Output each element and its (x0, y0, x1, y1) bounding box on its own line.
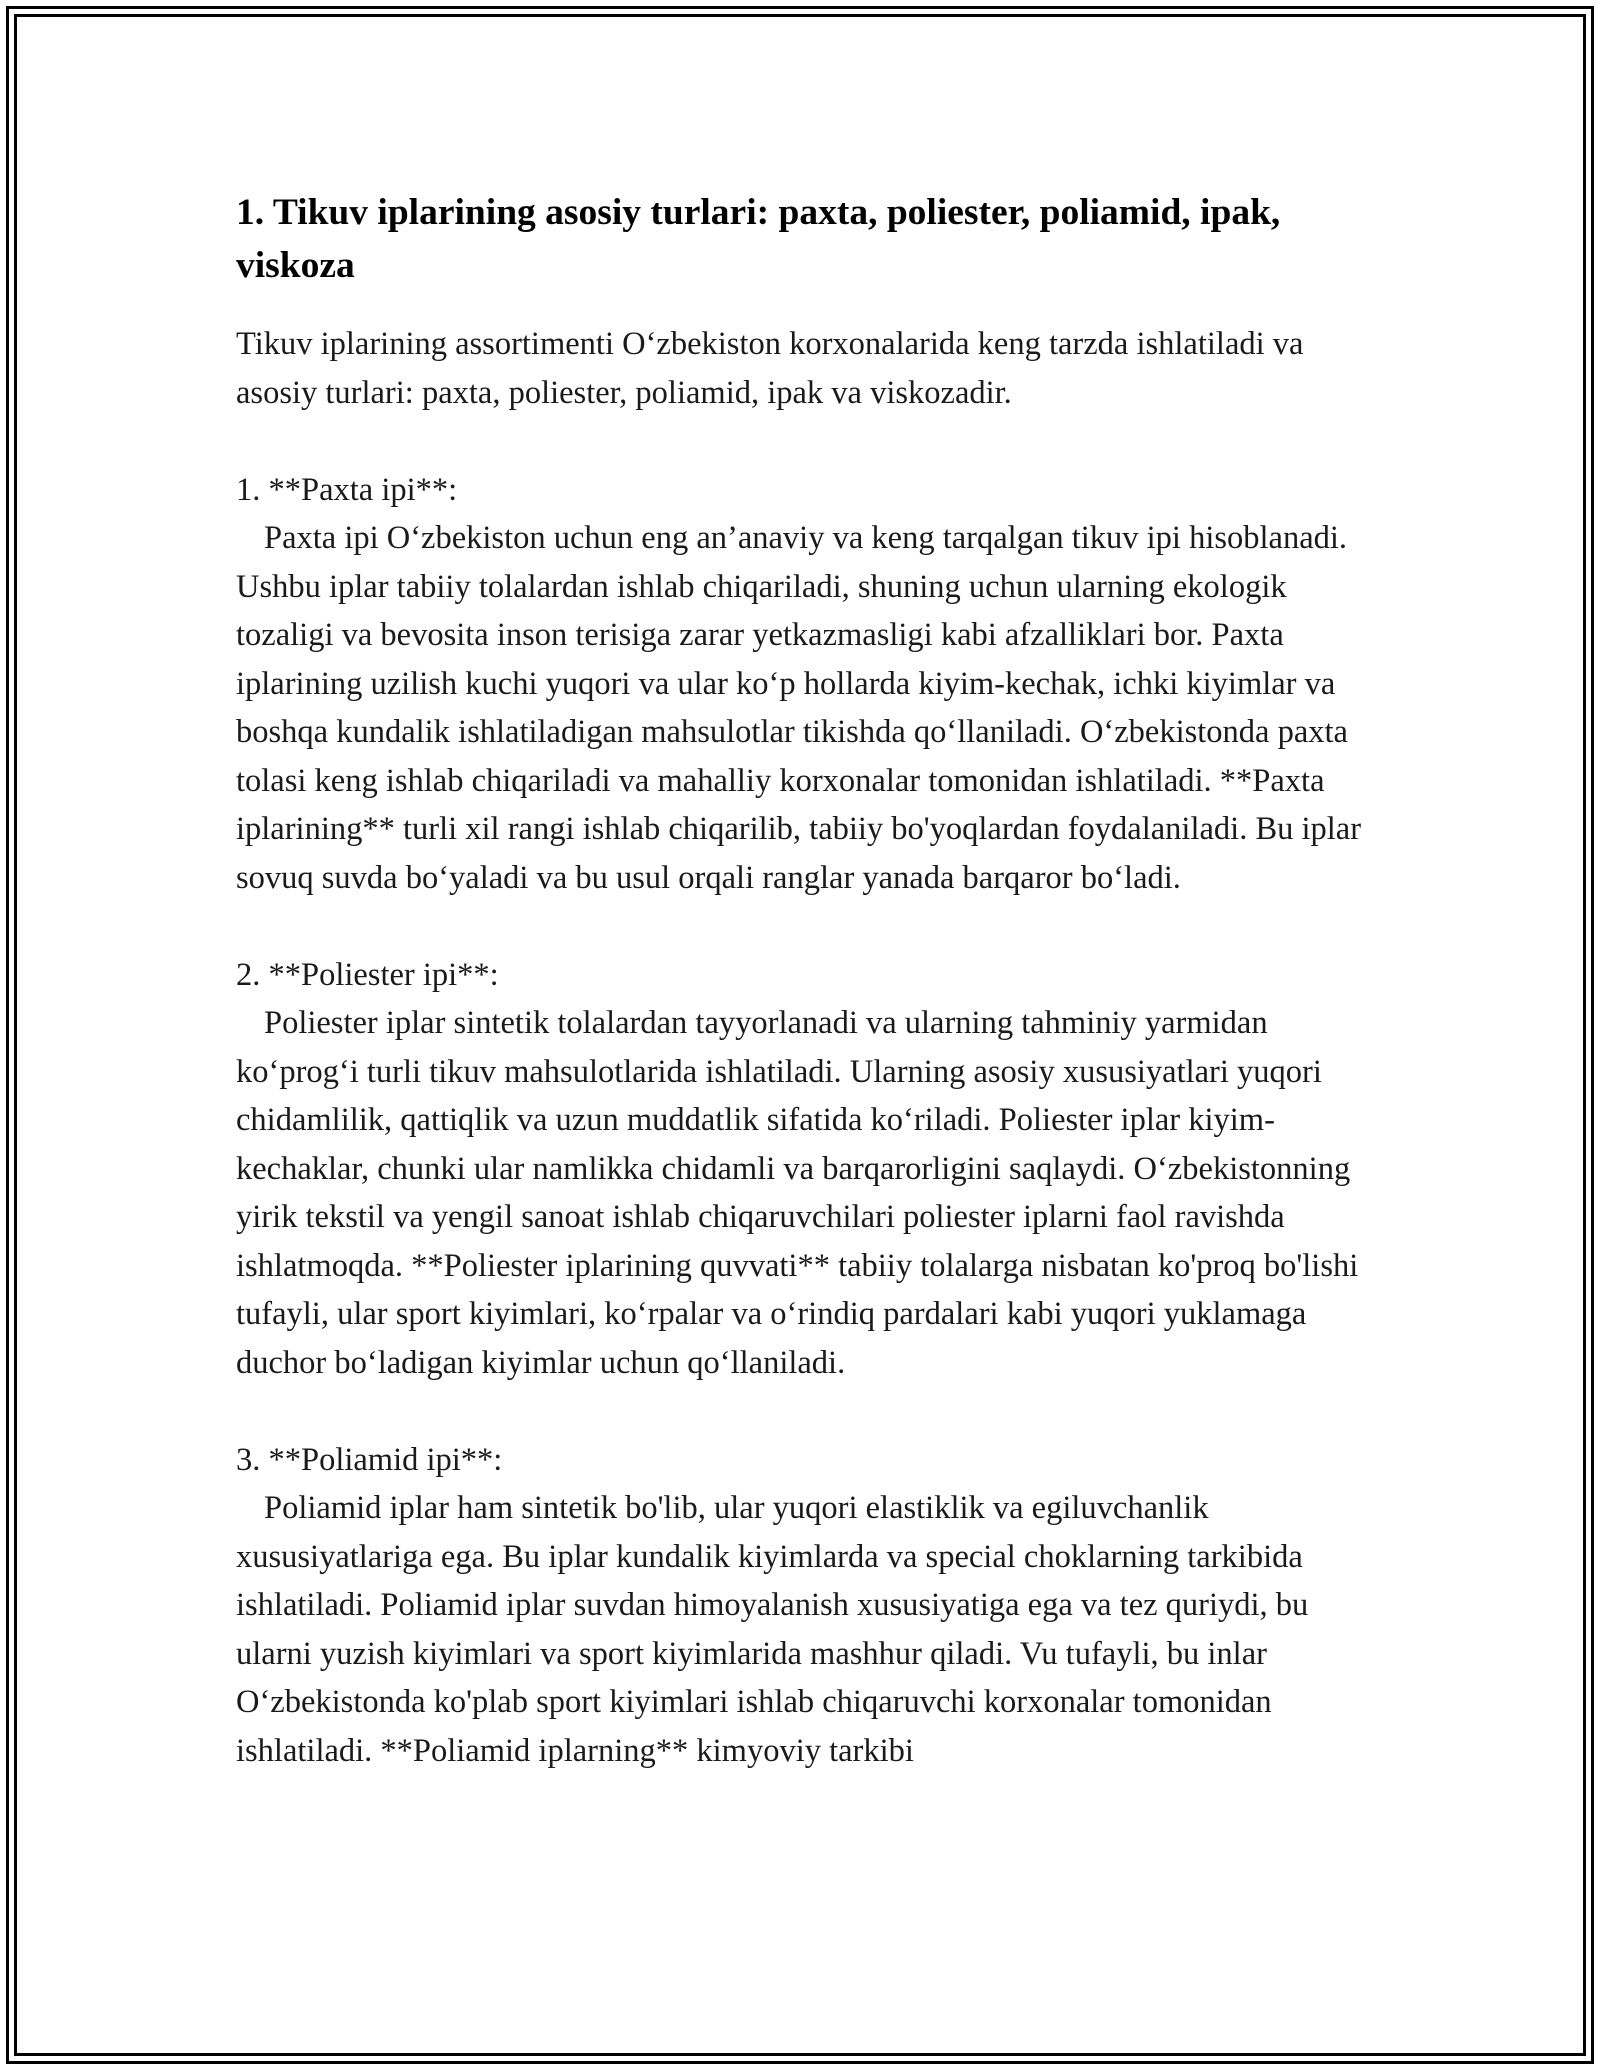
section-title: 2. **Poliester ipi**: (236, 956, 499, 993)
section-title: 3. **Poliamid ipi**: (236, 1441, 503, 1478)
intro-paragraph: Tikuv iplarining assortimenti O‘zbekiston korxonalarida keng tarzda ishlatiladi va asosiy turlari: paxta, poliester, poliamid, ipak va viskozadir. (236, 326, 1304, 411)
section-title: 1. **Paxta ipi**: (236, 471, 458, 508)
section-body: Paxta ipi O‘zbekiston uchun eng an’anaviy va keng tarqalgan tikuv ipi hisoblanadi. Ushbu iplar tabiiy tolalardan ishlab chiqariladi, shuning uchun ularning ekologik tozaligi va bevosita inson terisiga zarar yetkazmasligi kabi afzalliklari bor. Paxta iplarining uzilish kuchi yuqori va ular ko‘p hollarda kiyim-kechak, ichki kiyimlar va boshqa kundalik ishlatiladigan mahsulotlar tikishda qo‘llaniladi. O‘zbekistonda paxta tolasi keng ishlab chiqariladi va mahalliy korxonalar tomonidan ishlatiladi. **Paxta iplarining** turli xil rangi ishlab chiqarilib, tabiiy bo'yoqlardan foydalaniladi. Bu iplar sovuq suvda bo‘yaladi va bu usul orqali ranglar yanada barqaror bo‘ladi. (236, 520, 1362, 896)
section-body: Poliester iplar sintetik tolalardan tayyorlanadi va ularning tahminiy yarmidan ko‘prog‘i turli tikuv mahsulotlarida ishlatiladi. Ularning asosiy xususiyatlari yuqori chidamlilik, qattiqlik va uzun muddatlik sifatida ko‘riladi. Poliester iplar kiyim-kechaklar, chunki ular namlikka chidamli va barqarorligini saqlaydi. O‘zbekistonning yirik tekstil va yengil sanoat ishlab chiqaruvchilari poliester iplarni faol ravishda ishlatmoqda. **Poliester iplarining quvvati** tabiiy tolalarga nisbatan ko'proq bo'lishi tufayli, ular sport kiyimlari, ko‘rpalar va o‘rindiq pardalari kabi yuqori yuklamaga duchor bo‘ladigan kiyimlar uchun qo‘llaniladi. (236, 1005, 1359, 1381)
section-poliester (236, 951, 1376, 1388)
section-body: Poliamid iplar ham sintetik bo'lib, ular yuqori elastiklik va egiluvchanlik xususiyatlariga ega. Bu iplar kundalik kiyimlarda va special choklarning tarkibida ishlatiladi. Poliamid iplar suvdan himoyalanish xususiyatiga ega va tez quriydi, bu ularni yuzish kiyimlari va sport kiyimlarida mashhur qiladi. Vu tufayli, bu inlar O‘zbekistonda ko'plab sport kiyimlari ishlab chiqaruvchi korxonalar tomonidan ishlatiladi. **Poliamid iplarning** kimyoviy tarkibi (236, 1490, 1309, 1769)
document-body (236, 186, 1376, 1824)
section-poliamid (236, 1436, 1376, 1776)
section-paxta (236, 466, 1376, 903)
page-title: 1. Tikuv iplarining asosiy turlari: paxta, poliester, poliamid, ipak, viskoza (236, 192, 1281, 286)
